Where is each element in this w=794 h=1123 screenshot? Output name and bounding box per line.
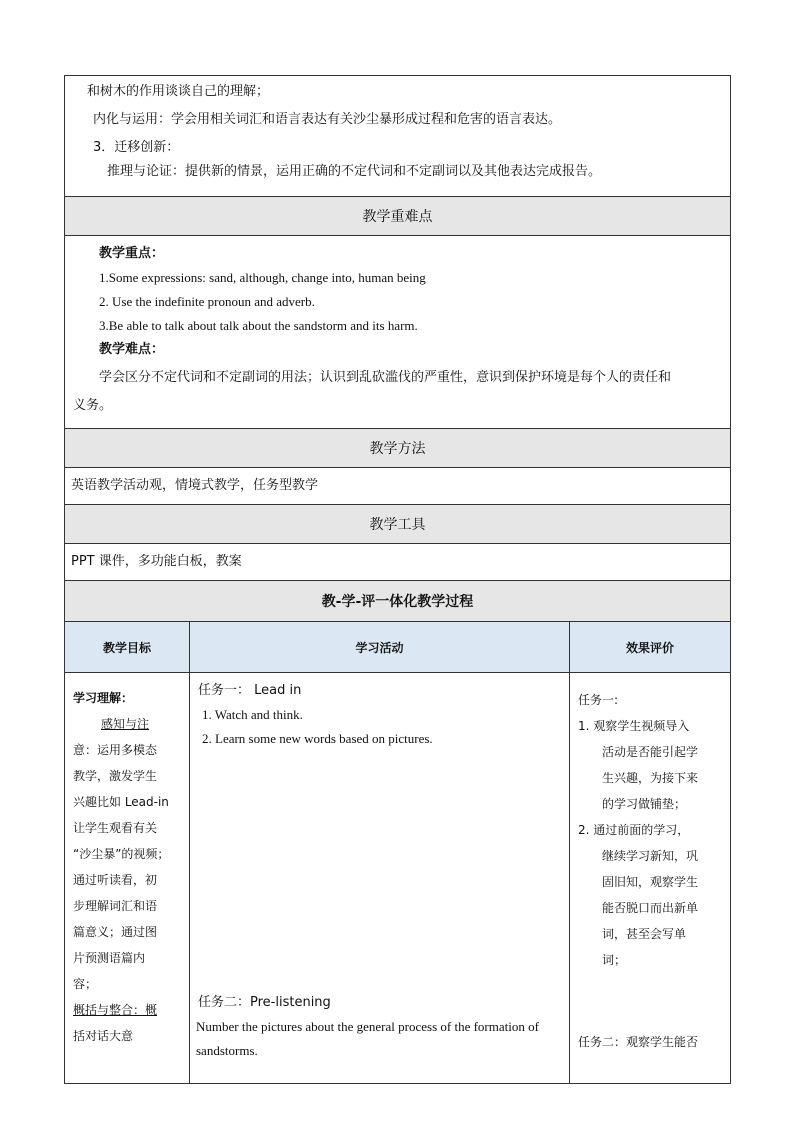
goals-line-9: 篇意义；通过图: [73, 925, 158, 939]
activities-cell: [190, 673, 570, 1084]
objective-line-3: 3．迁移创新：: [93, 140, 180, 155]
eval-item1-line-1: 1. 观察学生视频导入: [578, 719, 690, 733]
focus-label: 教学重点：: [99, 246, 165, 261]
objective-line-1: 和树木的作用谈谈自己的理解；: [87, 84, 270, 99]
task1-item-2: 2. Learn some new words based on pictures.: [202, 731, 433, 746]
eval-item2-line-2: 继续学习新知，巩: [602, 849, 699, 863]
goals-line-7: 通过听读看，初: [73, 873, 158, 887]
key-points-header: 教学重难点: [65, 197, 731, 236]
goals-cell: [65, 673, 190, 1084]
goals-line-2: 意：运用多模态: [73, 743, 158, 757]
goals-line-6: “沙尘暴”的视频；: [73, 847, 170, 861]
eval-item2-line-6: 词；: [602, 953, 627, 967]
goals-line-12: 概括与整合：概: [73, 1003, 158, 1017]
evaluation-cell: [570, 673, 731, 1084]
col-header-evaluation: 效果评价: [570, 622, 731, 673]
eval-task2-line: 任务二：观察学生能否: [578, 1035, 699, 1049]
goals-line-5: 让学生观看有关: [73, 821, 158, 835]
methods-content: 英语教学活动观，情境式教学，任务型教学: [65, 468, 731, 505]
task2-title: 任务二：Pre-listening: [198, 995, 331, 1010]
goals-line-10: 片预测语篇内: [73, 951, 146, 965]
process-header: 教-学-评一体化教学过程: [65, 581, 731, 622]
col-header-activities: 学习活动: [190, 622, 570, 673]
key-points-row: [65, 236, 731, 429]
process-body-row: [65, 673, 731, 1084]
eval-item2-line-1: 2. 通过前面的学习，: [578, 823, 690, 837]
focus-item-1: 1.Some expressions: sand, although, change into, human being: [99, 270, 426, 285]
eval-item2-line-5: 词，甚至会写单: [602, 927, 687, 941]
tools-content: PPT 课件，多功能白板，教案: [65, 544, 731, 581]
eval-item1-line-2: 活动是否能引起学: [602, 745, 699, 759]
process-column-headers: [65, 622, 731, 673]
difficulty-label: 教学难点：: [99, 342, 165, 357]
objectives-continued-row: [65, 76, 731, 197]
goals-line-1: 感知与注: [101, 717, 150, 731]
focus-item-2: 2. Use the indefinite pronoun and adverb.: [99, 294, 315, 309]
eval-item1-line-3: 生兴趣，为接下来: [602, 771, 699, 785]
task2-line-2: sandstorms.: [196, 1043, 258, 1058]
methods-header: 教学方法: [65, 429, 731, 468]
eval-item1-line-4: 的学习做铺垫；: [602, 797, 687, 811]
task2-block: [198, 991, 539, 1063]
goals-line-3: 教学，激发学生: [73, 769, 158, 783]
difficulty-line-2: 义务。: [73, 398, 113, 413]
difficulty-line-1: 学会区分不定代词和不定副词的用法；认识到乱砍滥伐的严重性，意识到保护环境是每个人的责任和: [99, 370, 672, 385]
goals-line-4: 兴趣比如 Lead-in: [73, 795, 169, 809]
col-header-goals: 教学目标: [65, 622, 190, 673]
goals-line-11: 容；: [73, 977, 98, 991]
eval-item2-line-3: 固旧知，观察学生: [602, 875, 699, 889]
tools-header: 教学工具: [65, 505, 731, 544]
lesson-plan-table: [64, 75, 731, 1084]
task2-line-1: Number the pictures about the general process of the formation of: [196, 1019, 539, 1034]
eval-task1-label: 任务一:: [578, 693, 619, 707]
task1-item-1: 1. Watch and think.: [202, 707, 303, 722]
objective-line-4: 推理与论证：提供新的情景，运用正确的不定代词和不定副词以及其他表达完成报告。: [107, 164, 602, 179]
focus-item-3: 3.Be able to talk about talk about the sandstorm and its harm.: [99, 318, 418, 333]
goals-line-13: 括对话大意: [73, 1029, 134, 1043]
lesson-plan-table-page: [64, 75, 730, 1065]
task1-title: 任务一： Lead in: [198, 683, 302, 698]
goals-title: 学习理解：: [73, 691, 134, 705]
eval-item2-line-4: 能否脱口而出新单: [602, 901, 699, 915]
objective-line-2: 内化与运用：学会用相关词汇和语言表达有关沙尘暴形成过程和危害的语言表达。: [93, 112, 562, 127]
goals-line-8: 步理解词汇和语: [73, 899, 158, 913]
